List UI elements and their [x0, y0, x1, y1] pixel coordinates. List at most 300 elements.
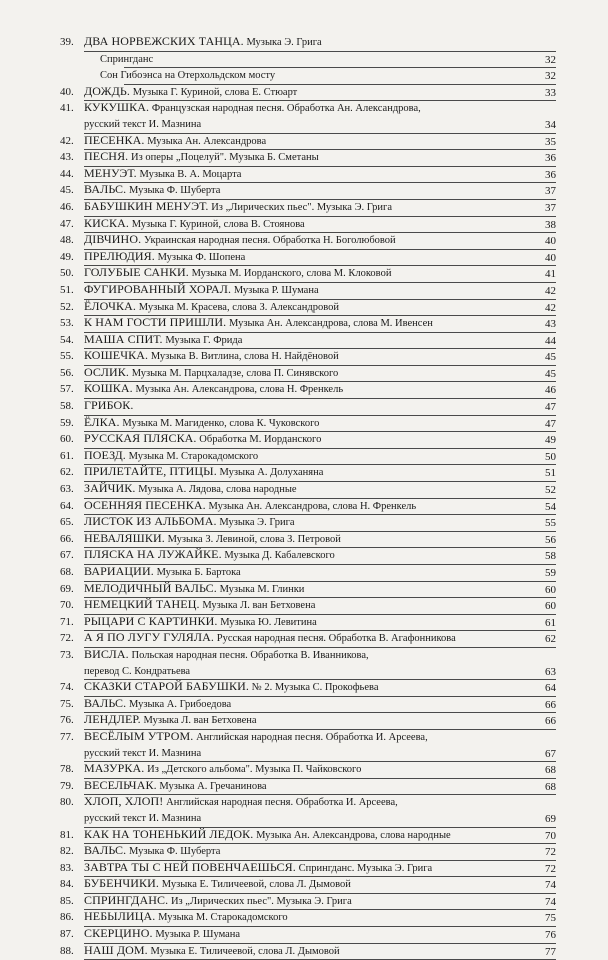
- toc-entry-line: [60, 150, 556, 166]
- entry-text: [84, 696, 556, 713]
- entry-page-number: 42: [545, 284, 556, 297]
- entry-description: Музыка Г. Куриной, слова В. Стоянова: [131, 218, 305, 230]
- toc-entry: [60, 927, 556, 944]
- toc-entry: [60, 283, 556, 300]
- entry-number: 53.: [60, 317, 74, 330]
- entry-title: МАЗУРКА.: [84, 761, 145, 776]
- entry-description: Музыка Д. Кабалевского: [224, 550, 335, 562]
- entry-text: [84, 876, 556, 893]
- toc-entry-line: [60, 366, 556, 382]
- entry-text: [84, 531, 556, 548]
- toc-entry: [60, 382, 556, 399]
- entry-text: [84, 249, 556, 266]
- entry-text: [84, 34, 556, 51]
- subentry-page-number: 32: [545, 70, 556, 83]
- entry-number: 43.: [60, 151, 74, 164]
- toc-entry-line: [60, 877, 556, 893]
- toc-entry: [60, 680, 556, 697]
- entry-page-number: 51: [545, 467, 556, 480]
- entry-text: [84, 943, 556, 960]
- entry-title: НЕВАЛЯШКИ.: [84, 530, 165, 545]
- entry-number: 87.: [60, 928, 74, 941]
- entry-text: [84, 597, 556, 614]
- entry-page-number: 77: [545, 945, 556, 958]
- entry-description: Обработка М. Иорданского: [199, 434, 322, 446]
- entry-page-number: 68: [545, 780, 556, 793]
- entry-title: ПРИЛЕТАЙТЕ, ПТИЦЫ.: [84, 464, 217, 479]
- entry-description: Музыка З. Левиной, слова З. Петровой: [167, 533, 341, 545]
- entry-number: 39.: [60, 36, 74, 48]
- entry-page-number: 44: [545, 334, 556, 347]
- entry-number: 84.: [60, 878, 74, 891]
- entry-text: [84, 778, 556, 795]
- entry-title: СКАЗКИ СТАРОЙ БАБУШКИ.: [84, 679, 249, 694]
- toc-entry: [60, 532, 556, 549]
- entry-description: Музыка Ф. Шопена: [157, 251, 246, 263]
- toc-entry-line: [60, 927, 556, 943]
- entry-description: Музыка Ан. Александрова, слова Н. Френкель: [135, 384, 344, 396]
- toc-entry-line: [60, 449, 556, 465]
- entry-number: 77.: [60, 730, 74, 743]
- entry-page-number: 74: [545, 879, 556, 892]
- entry-text: [84, 712, 556, 729]
- toc-entry-line: [60, 861, 556, 877]
- entry-text: [84, 498, 556, 515]
- toc-entry-line: [60, 499, 556, 515]
- toc-subentry-line: [100, 68, 556, 84]
- entry-page-number: 50: [545, 450, 556, 463]
- entry-page-number: 62: [545, 633, 556, 646]
- entry-title: ДВА НОРВЕЖСКИХ ТАНЦА.: [84, 34, 244, 48]
- entry-title: МЕЛОДИЧНЫЙ ВАЛЬС.: [84, 580, 217, 595]
- toc-entry: [60, 565, 556, 582]
- toc-entry: [60, 35, 556, 52]
- entry-text: [84, 893, 556, 910]
- toc-entry-line: [60, 565, 556, 581]
- entry-description: Музыка Ф. Шуберта: [129, 185, 221, 197]
- entry-text: [84, 332, 556, 349]
- toc-entry: [60, 548, 556, 565]
- toc-entry: [60, 598, 556, 615]
- toc-entry-line: [60, 134, 556, 150]
- entry-number: 45.: [60, 184, 74, 197]
- entry-page-number: 36: [545, 168, 556, 181]
- entry-title: ЛЕНДЛЕР.: [84, 712, 141, 727]
- entry-description: Музыка В. Витлина, слова Н. Найдёновой: [150, 351, 339, 363]
- entry-description: Музыка Э. Грига: [246, 37, 322, 48]
- toc-entry-line: [60, 399, 556, 415]
- toc-entry-line: [60, 944, 556, 960]
- entry-number: 42.: [60, 134, 74, 147]
- entry-description: Музыка В. А. Моцарта: [139, 168, 242, 180]
- entry-text: [84, 315, 556, 332]
- toc-entry-line: [60, 697, 556, 713]
- toc-entry-line: [60, 183, 556, 199]
- entry-title: ГОЛУБЫЕ САНКИ.: [84, 265, 189, 280]
- entry-number: 60.: [60, 433, 74, 446]
- entry-title: СКЕРЦИНО.: [84, 926, 153, 941]
- entry-number: 64.: [60, 499, 74, 512]
- toc-entry: [60, 300, 556, 317]
- entry-number: 88.: [60, 944, 74, 957]
- toc-entry-line: [60, 910, 556, 926]
- entry-title: НЕМЕЦКИЙ ТАНЕЦ.: [84, 597, 200, 612]
- toc-entry-line: [60, 250, 556, 266]
- toc-entry: [60, 266, 556, 283]
- entry-number: 70.: [60, 599, 74, 612]
- toc-entry: [60, 515, 556, 532]
- entry-number: 65.: [60, 516, 74, 529]
- entry-title: ЗАЙЧИК.: [84, 481, 136, 496]
- entry-description: Музыка Б. Бартока: [156, 567, 241, 578]
- entry-number: 86.: [60, 911, 74, 924]
- entry-page-number: 47: [545, 417, 556, 430]
- entry-title: ПЕСЕНКА.: [84, 132, 145, 147]
- entry-page-number: 40: [545, 235, 556, 248]
- entry-page-number: 69: [545, 812, 556, 825]
- entry-number: 83.: [60, 861, 74, 874]
- entry-description: Спрингданс. Музыка Э. Грига: [298, 862, 433, 874]
- entry-text: [84, 182, 556, 199]
- entry-description: Из „Лирических пьес". Музыка Э. Грига: [170, 895, 352, 907]
- entry-text: [84, 564, 556, 581]
- entry-text: [84, 348, 556, 365]
- toc-entry: [60, 250, 556, 267]
- toc-entry: [60, 648, 556, 680]
- entry-title: ВАЛЬС.: [84, 843, 127, 858]
- entry-text: [84, 299, 556, 316]
- entry-number: 68.: [60, 566, 74, 578]
- toc-entry: [60, 316, 556, 333]
- entry-title: НЕБЫЛИЦА.: [84, 909, 156, 924]
- entry-text: [84, 794, 556, 811]
- toc-entry: [60, 894, 556, 911]
- entry-number: 44.: [60, 167, 74, 180]
- entry-number: 50.: [60, 267, 74, 280]
- entry-title: ОСЕННЯЯ ПЕСЕНКА.: [84, 497, 206, 512]
- toc-entry-line: [60, 631, 556, 647]
- entry-page-number: 56: [545, 533, 556, 546]
- toc-entry-line: [60, 316, 556, 332]
- entry-text: [84, 630, 556, 647]
- entry-text: [84, 614, 556, 631]
- toc-entry: [60, 828, 556, 845]
- toc-entry: [60, 779, 556, 796]
- entry-page-number: 40: [545, 251, 556, 264]
- entry-page-number: 64: [545, 682, 556, 695]
- entry-page-number: 74: [545, 895, 556, 908]
- entry-number: 61.: [60, 449, 74, 462]
- entry-text: [84, 547, 556, 564]
- entry-title: ПРЕЛЮДИЯ.: [84, 248, 155, 263]
- entry-page-number: 49: [545, 434, 556, 447]
- entry-page-number: 54: [545, 500, 556, 513]
- toc-entry-line: [60, 432, 556, 448]
- entry-title: ЁЛКА.: [84, 414, 120, 429]
- toc-entry: [60, 200, 556, 217]
- entry-title: КАК НА ТОНЕНЬКИЙ ЛЕДОК.: [84, 826, 254, 841]
- entry-text: [84, 84, 556, 101]
- entry-page-number: 33: [545, 86, 556, 99]
- toc-entry-line: [60, 382, 556, 398]
- toc-entry: [60, 762, 556, 779]
- toc-entry: [60, 944, 556, 960]
- toc-entry-line: [60, 35, 556, 51]
- toc-entry-line: [60, 713, 556, 729]
- entry-text: [84, 843, 556, 860]
- entry-title: ЛИСТОК ИЗ АЛЬБОМА.: [84, 514, 217, 529]
- entry-number: 73.: [60, 648, 74, 661]
- toc-entry-line: [60, 85, 556, 101]
- entry-continuation-text: русский текст И. Мазнина: [84, 747, 202, 759]
- entry-text: [84, 909, 556, 926]
- entry-description: Музыка М. Парцхаладзе, слова П. Синявского: [131, 367, 339, 379]
- entry-page-number: 37: [545, 185, 556, 198]
- entry-continuation: [60, 746, 556, 762]
- toc-entry-line: [60, 200, 556, 216]
- toc-entry-line: [60, 283, 556, 299]
- toc-entry-line: [60, 779, 556, 795]
- entry-number: 56.: [60, 366, 74, 379]
- toc-entry-line: [60, 598, 556, 614]
- entry-title: КИСКА.: [84, 215, 129, 230]
- entry-page-number: 47: [545, 401, 556, 414]
- entry-description: Из „Детского альбома". Музыка П. Чайковского: [147, 764, 362, 776]
- entry-text: [84, 679, 556, 696]
- entry-title: ВИСЛА.: [84, 646, 129, 661]
- entry-number: 54.: [60, 333, 74, 346]
- toc-entry: [60, 366, 556, 383]
- entry-number: 59.: [60, 416, 74, 429]
- entry-page-number: 72: [545, 846, 556, 859]
- toc-entry-line: [60, 482, 556, 498]
- entry-number: 63.: [60, 483, 74, 496]
- toc-subentry: [60, 68, 556, 85]
- entry-title: ОСЛИК.: [84, 364, 129, 379]
- toc-entry: [60, 217, 556, 234]
- entry-page-number: 52: [545, 484, 556, 497]
- entry-page-number: 37: [545, 201, 556, 214]
- entry-title: КОШЕЧКА.: [84, 348, 149, 363]
- entry-page-number: 70: [545, 829, 556, 842]
- toc-entry: [60, 449, 556, 466]
- entry-page-number: 45: [545, 367, 556, 380]
- entry-number: 47.: [60, 217, 74, 230]
- entry-description: Французская народная песня. Обработка Ан. Александрова,: [151, 103, 421, 115]
- toc-entry-line: [60, 416, 556, 432]
- entry-description: Музыка Е. Тиличеевой, слова Л. Дымовой: [161, 879, 351, 891]
- toc-entry: [60, 183, 556, 200]
- entry-text: [84, 464, 556, 481]
- entry-page-number: 41: [545, 268, 556, 281]
- toc-entry: [60, 877, 556, 894]
- entry-text: [84, 647, 556, 664]
- toc-entry-line: [60, 680, 556, 696]
- entry-number: 74.: [60, 681, 74, 694]
- toc-entry-line: [60, 844, 556, 860]
- toc-entry: [60, 631, 556, 648]
- entry-number: 51.: [60, 283, 74, 296]
- toc-entry-line: [60, 167, 556, 183]
- entry-number: 72.: [60, 632, 74, 645]
- entry-text: [84, 100, 556, 117]
- toc-entry-line: [60, 828, 556, 844]
- toc-entry: [60, 150, 556, 167]
- entry-text: [84, 232, 556, 249]
- entry-page-number: 68: [545, 764, 556, 777]
- entry-text: [84, 282, 556, 299]
- entry-description: Музыка А. Долуханяна: [219, 467, 324, 479]
- toc-entry-line: [60, 515, 556, 531]
- toc-entry-line: [60, 582, 556, 598]
- entry-text: [84, 265, 556, 282]
- toc-entry: [60, 399, 556, 416]
- entry-text: [84, 431, 556, 448]
- entry-continuation-text: русский текст И. Мазнина: [84, 812, 202, 824]
- entry-text: [84, 381, 556, 398]
- entry-description: Музыка Ф. Шуберта: [129, 846, 221, 858]
- toc-entry: [60, 582, 556, 599]
- entry-number: 76.: [60, 714, 74, 727]
- entry-description: Музыка М. Магиденко, слова К. Чуковского: [122, 417, 320, 429]
- entry-description: Музыка Р. Шумана: [233, 284, 319, 296]
- toc-entry: [60, 861, 556, 878]
- entry-number: 82.: [60, 845, 74, 858]
- toc-entry: [60, 697, 556, 714]
- entry-title: СПРИНГДАНС.: [84, 892, 169, 907]
- entry-title: КОШКА.: [84, 381, 133, 396]
- entry-title: МЕНУЭТ.: [84, 165, 137, 180]
- toc-entry: [60, 349, 556, 366]
- entry-title: ХЛОП, ХЛОП!: [84, 794, 164, 809]
- entry-description: Музыка А. Лядова, слова народные: [138, 484, 297, 496]
- entry-description: Музыка Ан. Александрова, слова Н. Френкель: [208, 500, 417, 512]
- entry-description: Музыка Л. ван Бетховена: [143, 715, 257, 727]
- entry-page-number: 35: [545, 135, 556, 148]
- entry-number: 85.: [60, 894, 74, 907]
- entry-page-number: 66: [545, 698, 556, 711]
- toc-entry: [60, 85, 556, 102]
- entry-title: РЫЦАРИ С КАРТИНКИ.: [84, 613, 218, 628]
- entry-description: Музыка Е. Тиличеевой, слова Л. Дымовой: [150, 945, 340, 957]
- toc-entry: [60, 795, 556, 827]
- entry-page-number: 76: [545, 929, 556, 942]
- entry-description: Музыка М. Красева, слова З. Александровой: [138, 301, 339, 313]
- entry-continuation-text: русский текст И. Мазнина: [84, 118, 202, 130]
- entry-text: [84, 729, 556, 746]
- entry-title: НАШ ДОМ.: [84, 942, 148, 957]
- entry-page-number: 38: [545, 218, 556, 231]
- entry-title: ВЕСЁЛЫМ УТРОМ.: [84, 728, 194, 743]
- entry-page-number: 45: [545, 351, 556, 364]
- entry-description: Польская народная песня. Обработка В. Иванникова,: [131, 649, 369, 661]
- entry-text: [84, 133, 556, 150]
- toc-subentry-line: [100, 52, 556, 68]
- entry-description: Музыка Г. Куриной, слова Е. Стюарт: [132, 86, 298, 98]
- entry-text: [84, 514, 556, 531]
- subentry-page-number: 32: [545, 53, 556, 66]
- entry-text: [84, 481, 556, 498]
- entry-text: [84, 216, 556, 233]
- toc-entry-line: [60, 333, 556, 349]
- entry-description: Музыка А. Гречанинова: [159, 780, 267, 792]
- entry-description: Музыка Р. Шумана: [155, 929, 241, 941]
- toc-entry-line: [60, 233, 556, 249]
- entry-number: 67.: [60, 549, 74, 562]
- entry-number: 62.: [60, 466, 74, 479]
- entry-number: 79.: [60, 779, 74, 792]
- entry-number: 78.: [60, 763, 74, 776]
- toc-entry: [60, 167, 556, 184]
- toc-entry-line: [60, 349, 556, 365]
- entry-title: ГРИБОК.: [84, 398, 134, 413]
- toc-entry: [60, 713, 556, 730]
- entry-description: Музыка М. Старокадомского: [158, 912, 288, 924]
- entry-title: ПОЕЗД.: [84, 447, 126, 462]
- toc-entry: [60, 101, 556, 133]
- entry-number: 75.: [60, 697, 74, 710]
- subentry-text: Спрингданс: [100, 53, 154, 65]
- subentry-text: Сон Гибоэнса на Отерхольдском мосту: [100, 70, 276, 82]
- entry-number: 81.: [60, 828, 74, 841]
- entry-description: Русская народная песня. Обработка В. Агафонникова: [216, 633, 456, 645]
- entry-continuation: [60, 664, 556, 680]
- entry-title: ФУГИРОВАННЫЙ ХОРАЛ.: [84, 281, 232, 296]
- entry-page-number: 60: [545, 583, 556, 596]
- toc-entry-line: [60, 615, 556, 631]
- toc-entry-line: [60, 300, 556, 316]
- entry-description: Английская народная песня. Обработка И. Арсеева,: [166, 797, 398, 809]
- entry-title: ВАЛЬС.: [84, 695, 127, 710]
- toc-entry-line: [60, 532, 556, 548]
- entry-text: [84, 398, 556, 415]
- entry-description: Музыка Ю. Левитина: [220, 616, 317, 628]
- entry-description: Из „Лирических пьес". Музыка Э. Грига: [211, 201, 393, 213]
- entry-description: Музыка М. Иорданского, слова М. Клоковой: [191, 268, 392, 280]
- entry-page-number: 36: [545, 152, 556, 165]
- toc-entry: [60, 333, 556, 350]
- entry-page-number: 46: [545, 384, 556, 397]
- toc-entry: [60, 134, 556, 151]
- entry-number: 41.: [60, 102, 74, 115]
- toc-entry-line: [60, 730, 556, 746]
- toc-subentry: [60, 52, 556, 69]
- toc-entry: [60, 432, 556, 449]
- toc-entry: [60, 233, 556, 250]
- entry-text: [84, 415, 556, 432]
- entry-number: 48.: [60, 234, 74, 247]
- entry-continuation: [60, 117, 556, 133]
- entry-page-number: 72: [545, 862, 556, 875]
- entry-page-number: 60: [545, 600, 556, 613]
- entry-title: КУКУШКА.: [84, 100, 150, 115]
- entry-page-number: 66: [545, 715, 556, 728]
- entry-title: МАША СПИТ.: [84, 331, 163, 346]
- toc-entry: [60, 482, 556, 499]
- entry-title: ДОЖДЬ.: [84, 83, 130, 98]
- entry-title: БУБЕНЧИКИ.: [84, 876, 159, 891]
- entry-page-number: 42: [545, 301, 556, 314]
- entry-description: Музыка А. Грибоедова: [129, 698, 232, 710]
- entry-page-number: 61: [545, 616, 556, 629]
- entry-title: ВАРИАЦИИ.: [84, 564, 154, 578]
- toc-entry-line: [60, 266, 556, 282]
- entry-continuation: [60, 811, 556, 827]
- toc-entry-line: [60, 762, 556, 778]
- entry-title: РУССКАЯ ПЛЯСКА.: [84, 431, 197, 446]
- entry-text: [84, 448, 556, 465]
- entry-number: 66.: [60, 532, 74, 545]
